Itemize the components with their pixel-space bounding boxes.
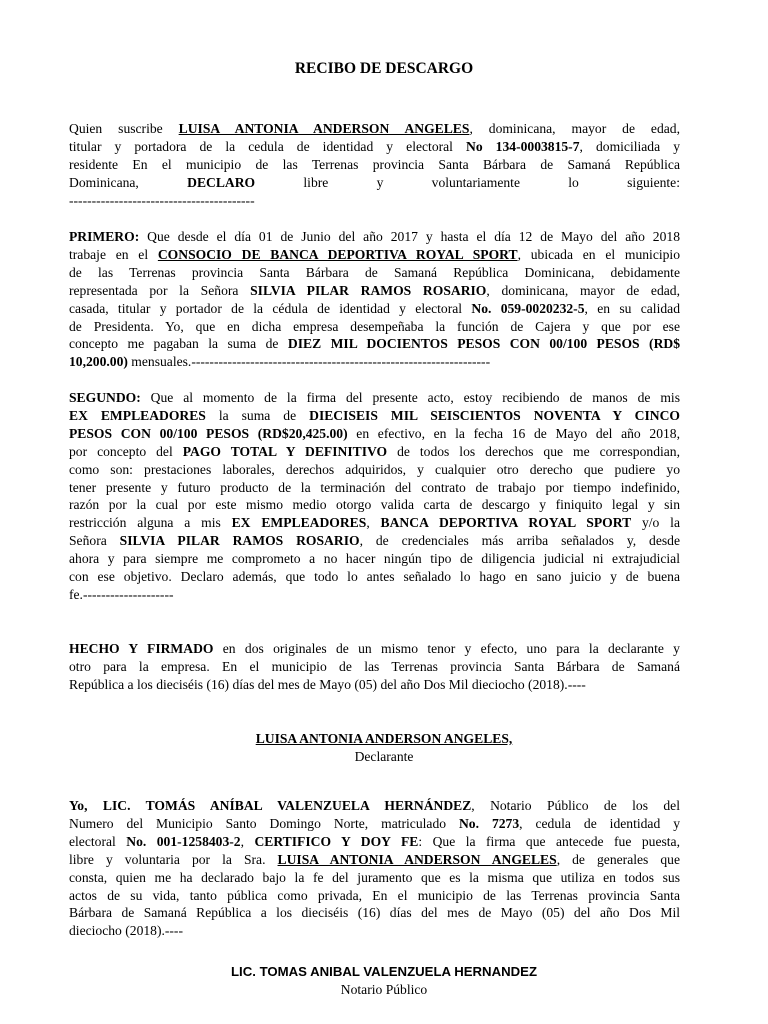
text-line	[69, 353, 680, 371]
text: Quien suscribe	[69, 121, 179, 136]
representative-name: SILVIA PILAR RAMOS ROSARIO	[250, 282, 487, 298]
text: Numero del Municipio Santo Domingo Norte, matriculado	[69, 815, 459, 831]
text-line: de las Terrenas provincia Santa Bárbara de Samaná República Dominicana, debidamente	[69, 264, 680, 280]
text-line	[69, 174, 680, 192]
employer-term: EX EMPLEADORES	[69, 407, 206, 423]
text-line	[69, 389, 680, 407]
text-line: otro para la empresa. En el municipio de las Terrenas provincia Santa Bárbara de Samaná	[69, 658, 680, 674]
declarant-name: LUISA ANTONIA ANDERSON ANGELES	[277, 851, 557, 867]
text: , Notario Público de los del	[471, 798, 680, 813]
text: , domiciliada y	[579, 138, 680, 154]
clause-label: HECHO Y FIRMADO	[69, 641, 214, 656]
text: titular y portadora de la cedula de identidad y electoral	[69, 138, 467, 154]
text-line	[69, 514, 680, 532]
text-line	[69, 407, 680, 425]
text: restricción alguna a mis	[69, 515, 232, 531]
text: , de credenciales más arriba señalados y, desde	[359, 533, 680, 549]
text: casada, titular y portador de la cédula de identidad y electoral	[69, 300, 472, 316]
notary-paragraph	[69, 797, 680, 940]
registration-number: No. 7273	[458, 815, 520, 831]
company-name: CONSOCIO DE BANCA DEPORTIVA ROYAL SPORT	[157, 246, 518, 262]
text: trabaje en el	[69, 246, 158, 262]
text: ,	[240, 833, 255, 849]
employer-term: EX EMPLEADORES	[231, 515, 367, 531]
notary-signature-role: Notario Público	[340, 982, 428, 997]
salary-amount: 10,200.00)	[69, 354, 128, 370]
text-line	[69, 833, 680, 851]
text-line: como son: prestaciones laborales, derechos adquiridos, y cualquier otro derecho que pudiere yo	[69, 461, 680, 477]
text: , cedula de identidad y	[519, 815, 680, 831]
text-line	[69, 300, 680, 318]
text: en efectivo, en la fecha 16 de Mayo del año 2018,	[347, 425, 680, 441]
text: , dominicana, mayor de edad,	[486, 282, 680, 298]
clause-label: PRIMERO:	[69, 229, 140, 244]
text-line: tener presente y futuro producto de la terminación del contrato de trabajo por tiempo indefinido,	[69, 479, 680, 495]
text-line	[69, 335, 680, 353]
text-line	[69, 228, 680, 246]
text: Que al momento de la firma del presente acto, estoy recibiendo de manos de mis	[140, 390, 680, 405]
text-line: consta, quien me ha declarado bajo la fe del juramento que es la misma que utiliza en todos sus	[69, 869, 680, 885]
text-line	[69, 443, 680, 461]
text-line: dieciocho (2018).----	[69, 923, 183, 939]
primero-paragraph	[69, 228, 680, 371]
text: , de generales que	[556, 851, 680, 867]
document-title: RECIBO DE DESCARGO	[294, 60, 474, 77]
text-line: República a los dieciséis (16) días del mes de Mayo (05) del año Dos Mil dieciocho (2018).----	[69, 676, 586, 692]
text: en dos originales de un mismo tenor y efecto, uno para la declarante y	[213, 641, 680, 656]
text: de todos los derechos que me correspondian,	[387, 443, 680, 459]
id-number: No 134-0003815-7	[466, 138, 580, 154]
payment-type: PAGO TOTAL Y DEFINITIVO	[182, 443, 388, 459]
text-line	[69, 120, 680, 138]
text-line: Bárbara de Samaná República a los dieciséis (16) días del mes de Mayo (05) del año Dos Mil	[69, 905, 680, 921]
text: libre y voluntaria por la Sra.	[69, 851, 278, 867]
certification-keyword: CERTIFICO Y DOY FE	[254, 833, 419, 849]
text-line	[69, 797, 680, 815]
text: : Que la firma que antecede fue puesta,	[418, 833, 680, 849]
clause-label: SEGUNDO:	[69, 390, 141, 405]
text-line	[69, 640, 680, 658]
text-line: de Presidenta. Yo, que en dicha empresa desempeñaba la función de Cajera y que por ese	[69, 318, 680, 334]
text-line	[69, 851, 680, 869]
notary-name: Yo, LIC. TOMÁS ANÍBAL VALENZUELA HERNÁNDEZ	[69, 798, 472, 813]
text-line: residente En el municipio de las Terrenas provincia Santa Bárbara de Samaná República	[69, 156, 680, 172]
text-line	[69, 138, 680, 156]
text-line	[69, 815, 680, 833]
text: y/o la	[631, 515, 680, 531]
text: por concepto del	[69, 443, 183, 459]
text: , ubicada en el municipio	[517, 246, 680, 262]
id-number: No. 001-1258403-2	[126, 833, 241, 849]
text-line: con ese objetivo. Declaro además, que todo lo antes señalado lo hago en sano juicio y de buena	[69, 569, 680, 585]
text-line: fe.--------------------	[69, 586, 174, 602]
text: libre y voluntariamente lo siguiente:	[255, 174, 680, 190]
text: electoral	[69, 833, 127, 849]
text: Que desde el día 01 de Junio del año 2017 y hasta el día 12 de Mayo del año 2018	[139, 229, 680, 244]
declarant-signature-name: LUISA ANTONIA ANDERSON ANGELES,	[255, 731, 513, 746]
text: mensuales.------------------------------------------------------------------	[127, 354, 491, 370]
declarant-name: LUISA ANTONIA ANDERSON ANGELES	[178, 121, 470, 136]
segundo-paragraph	[69, 389, 680, 604]
text-line: -----------------------------------------	[69, 192, 255, 208]
intro-paragraph	[69, 120, 680, 210]
text: Dominicana,	[69, 174, 188, 190]
notary-signature-name: LIC. TOMAS ANIBAL VALENZUELA HERNANDEZ	[231, 964, 537, 979]
payment-amount: DIECISEIS MIL SEISCIENTOS NOVENTA Y CINCO	[309, 407, 680, 423]
declarant-signature-role: Declarante	[354, 749, 414, 764]
hecho-paragraph	[69, 640, 680, 694]
text: , dominicana, mayor de edad,	[469, 121, 680, 136]
text-line: ahora y para siempre me comprometo a no hacer ningún tipo de diligencia judicial ni extrajudicial	[69, 551, 680, 567]
text: representada por la Señora	[69, 282, 251, 298]
declaro-keyword: DECLARO	[187, 174, 256, 190]
text-line	[69, 532, 680, 550]
company-name: BANCA DEPORTIVA ROYAL SPORT	[380, 515, 632, 531]
text-line	[69, 246, 680, 264]
payment-amount: PESOS CON 00/100 PESOS (RD$20,425.00)	[69, 425, 348, 441]
text: concepto me pagaban la suma de	[69, 336, 288, 352]
salary-amount: DIEZ MIL DOCIENTOS PESOS CON 00/100 PESOS (RD$	[287, 336, 681, 352]
text-line: razón por la cual por este mismo medio otorgo valida carta de descargo y finiquito legal y sin	[69, 497, 680, 513]
representative-name: SILVIA PILAR RAMOS ROSARIO	[119, 533, 360, 549]
text: , en su calidad	[584, 300, 680, 316]
id-number: No. 059-0020232-5	[471, 300, 585, 316]
text-line: actos de su vida, tanto pública como privada, En el municipio de las Terrenas provincia Santa	[69, 887, 680, 903]
text: la suma de	[205, 407, 310, 423]
text-line	[69, 425, 680, 443]
text-line	[69, 282, 680, 300]
text: ,	[366, 515, 381, 531]
text: Señora	[69, 533, 120, 549]
